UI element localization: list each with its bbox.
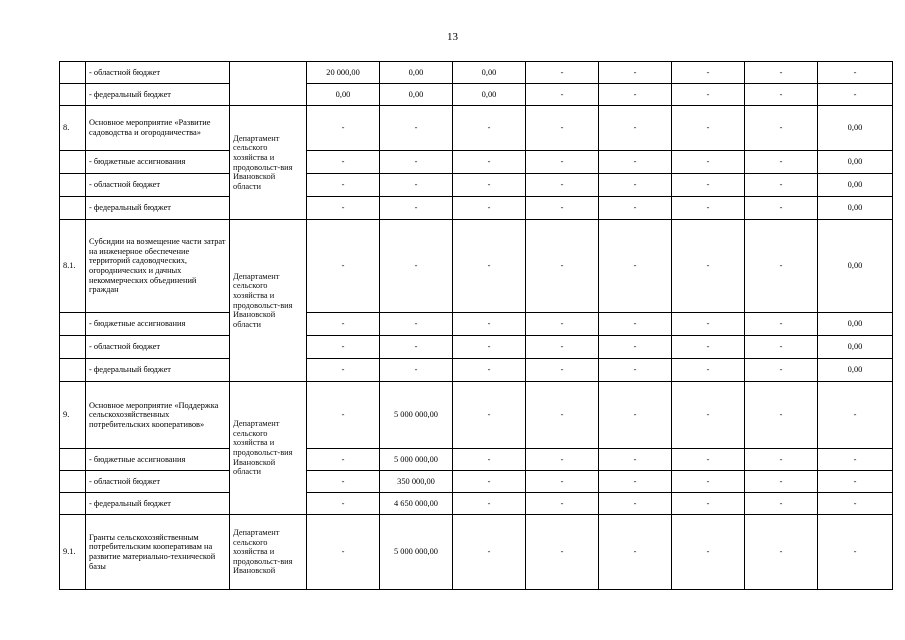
table-row (60, 336, 893, 359)
executor-cell: Департамент сельского хозяйства и продовольст-вия Ивановской области (230, 106, 307, 220)
row-name: Основное мероприятие «Развитие садоводства и огородничества» (86, 106, 230, 151)
row-name: - федеральный бюджет (86, 493, 230, 515)
value-cell: - (672, 106, 745, 151)
value-cell: - (526, 84, 599, 106)
page-number: 13 (447, 31, 458, 43)
row-number (60, 174, 86, 197)
row-name: - бюджетные ассигнования (86, 313, 230, 336)
row-name: - бюджетные ассигнования (86, 151, 230, 174)
value-cell: 20 000,00 (307, 62, 380, 84)
value-cell: 0,00 (307, 84, 380, 106)
value-cell: - (599, 382, 672, 449)
value-cell: - (599, 359, 672, 382)
value-cell: - (599, 471, 672, 493)
value-cell: - (745, 493, 818, 515)
value-cell: 0,00 (818, 359, 893, 382)
value-cell: - (599, 313, 672, 336)
table-row (60, 62, 893, 84)
value-cell: - (380, 151, 453, 174)
row-number (60, 449, 86, 471)
value-cell: - (453, 313, 526, 336)
value-cell: - (745, 62, 818, 84)
value-cell: 0,00 (818, 174, 893, 197)
value-cell: 0,00 (818, 313, 893, 336)
value-cell: - (380, 359, 453, 382)
value-cell: - (453, 106, 526, 151)
table-row (60, 493, 893, 515)
row-name: - бюджетные ассигнования (86, 449, 230, 471)
value-cell: - (745, 151, 818, 174)
value-cell: - (745, 220, 818, 313)
table-row (60, 220, 893, 313)
value-cell: 0,00 (380, 62, 453, 84)
value-cell: - (453, 471, 526, 493)
value-cell: - (526, 336, 599, 359)
value-cell: - (526, 220, 599, 313)
value-cell: - (672, 174, 745, 197)
value-cell: - (307, 313, 380, 336)
value-cell: - (307, 449, 380, 471)
row-name: - федеральный бюджет (86, 359, 230, 382)
table-row (60, 515, 893, 590)
value-cell: - (453, 382, 526, 449)
value-cell: - (453, 220, 526, 313)
value-cell: - (380, 313, 453, 336)
value-cell: - (599, 336, 672, 359)
value-cell: - (672, 197, 745, 220)
value-cell: - (818, 84, 893, 106)
value-cell: - (599, 449, 672, 471)
value-cell: - (380, 197, 453, 220)
value-cell: - (526, 106, 599, 151)
row-number: 9. (60, 382, 86, 449)
table-row (60, 84, 893, 106)
row-name: Основное мероприятие «Поддержка сельскохозяйственных потребительских кооперативов» (86, 382, 230, 449)
row-name: - областной бюджет (86, 336, 230, 359)
value-cell: - (307, 382, 380, 449)
row-number: 9.1. (60, 515, 86, 590)
value-cell: - (672, 493, 745, 515)
value-cell: - (672, 220, 745, 313)
value-cell: - (526, 515, 599, 590)
value-cell: - (599, 62, 672, 84)
value-cell: - (599, 84, 672, 106)
value-cell: - (672, 471, 745, 493)
row-name: - федеральный бюджет (86, 84, 230, 106)
value-cell: - (672, 151, 745, 174)
value-cell: - (307, 174, 380, 197)
value-cell: - (380, 174, 453, 197)
table-row (60, 174, 893, 197)
value-cell: 0,00 (818, 151, 893, 174)
value-cell: - (380, 220, 453, 313)
row-number (60, 336, 86, 359)
value-cell: - (307, 359, 380, 382)
value-cell: 5 000 000,00 (380, 449, 453, 471)
value-cell: - (745, 197, 818, 220)
value-cell: - (307, 471, 380, 493)
value-cell: - (453, 174, 526, 197)
value-cell: - (599, 174, 672, 197)
value-cell: - (453, 197, 526, 220)
value-cell: - (307, 197, 380, 220)
value-cell: 0,00 (453, 84, 526, 106)
table-row (60, 151, 893, 174)
value-cell: - (672, 84, 745, 106)
table-row (60, 106, 893, 151)
value-cell: - (818, 493, 893, 515)
value-cell: - (526, 382, 599, 449)
value-cell: - (526, 62, 599, 84)
row-number: 8. (60, 106, 86, 151)
value-cell: - (453, 336, 526, 359)
row-name: - областной бюджет (86, 62, 230, 84)
value-cell: 0,00 (380, 84, 453, 106)
table-row (60, 449, 893, 471)
value-cell: - (672, 382, 745, 449)
value-cell: - (745, 336, 818, 359)
value-cell: - (745, 515, 818, 590)
value-cell: - (453, 359, 526, 382)
value-cell: - (745, 359, 818, 382)
value-cell: 4 650 000,00 (380, 493, 453, 515)
value-cell: - (818, 382, 893, 449)
value-cell: 5 000 000,00 (380, 382, 453, 449)
value-cell: - (453, 449, 526, 471)
value-cell: - (672, 515, 745, 590)
row-number (60, 197, 86, 220)
row-name: Гранты сельскохозяйственным потребительским кооперативам на развитие материально-технической базы (86, 515, 230, 590)
row-number (60, 471, 86, 493)
value-cell: - (526, 174, 599, 197)
value-cell: - (745, 84, 818, 106)
value-cell: - (599, 493, 672, 515)
value-cell: - (526, 359, 599, 382)
row-number (60, 151, 86, 174)
value-cell: - (672, 336, 745, 359)
value-cell: - (380, 106, 453, 151)
value-cell: 0,00 (818, 106, 893, 151)
value-cell: - (307, 336, 380, 359)
row-number (60, 313, 86, 336)
value-cell: - (818, 471, 893, 493)
value-cell: - (526, 471, 599, 493)
value-cell: 0,00 (818, 336, 893, 359)
value-cell: - (672, 359, 745, 382)
executor-cell: Департамент сельского хозяйства и продовольст-вия Ивановской области (230, 382, 307, 515)
executor-cell (230, 62, 307, 106)
value-cell: - (672, 449, 745, 471)
value-cell: - (745, 471, 818, 493)
executor-cell: Департамент сельского хозяйства и продовольст-вия Ивановской области (230, 220, 307, 382)
value-cell: - (453, 515, 526, 590)
value-cell: - (818, 62, 893, 84)
row-number (60, 359, 86, 382)
row-number (60, 493, 86, 515)
value-cell: - (818, 515, 893, 590)
value-cell: 5 000 000,00 (380, 515, 453, 590)
row-name: Субсидии на возмещение части затрат на инженерное обеспечение территорий садоводческих, огороднических и дачных некоммерческих объединений граждан (86, 220, 230, 313)
value-cell: - (526, 197, 599, 220)
executor-cell: Департамент сельского хозяйства и продовольст-вия Ивановской (230, 515, 307, 590)
value-cell: - (672, 62, 745, 84)
row-name: - областной бюджет (86, 174, 230, 197)
value-cell: - (818, 449, 893, 471)
table-row (60, 197, 893, 220)
value-cell: 350 000,00 (380, 471, 453, 493)
value-cell: - (307, 220, 380, 313)
value-cell: - (745, 449, 818, 471)
table-row (60, 382, 893, 449)
value-cell: - (599, 515, 672, 590)
value-cell: - (745, 174, 818, 197)
value-cell: - (526, 151, 599, 174)
value-cell: - (745, 382, 818, 449)
value-cell: - (307, 515, 380, 590)
row-name: - областной бюджет (86, 471, 230, 493)
value-cell: - (745, 313, 818, 336)
value-cell: - (307, 493, 380, 515)
table-row (60, 359, 893, 382)
value-cell: - (526, 449, 599, 471)
value-cell: - (307, 151, 380, 174)
budget-table (59, 61, 893, 590)
table-row (60, 313, 893, 336)
row-name: - федеральный бюджет (86, 197, 230, 220)
value-cell: - (599, 220, 672, 313)
value-cell: - (453, 493, 526, 515)
row-number (60, 62, 86, 84)
value-cell: - (599, 197, 672, 220)
value-cell: - (745, 106, 818, 151)
table-body (60, 62, 893, 590)
value-cell: - (526, 493, 599, 515)
value-cell: 0,00 (453, 62, 526, 84)
value-cell: - (307, 106, 380, 151)
table-row (60, 471, 893, 493)
value-cell: - (453, 151, 526, 174)
value-cell: - (526, 313, 599, 336)
row-number (60, 84, 86, 106)
value-cell: - (380, 336, 453, 359)
row-number: 8.1. (60, 220, 86, 313)
value-cell: - (599, 151, 672, 174)
value-cell: - (599, 106, 672, 151)
value-cell: - (672, 313, 745, 336)
value-cell: 0,00 (818, 197, 893, 220)
value-cell: 0,00 (818, 220, 893, 313)
